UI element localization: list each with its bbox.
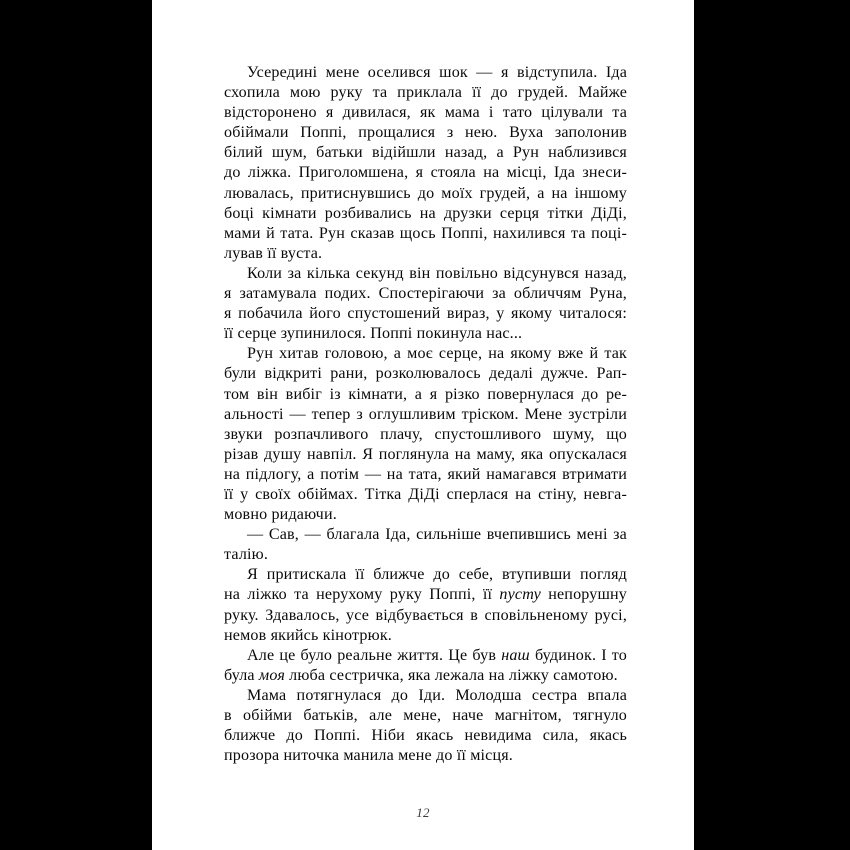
line-text-pre: була xyxy=(224,666,259,684)
text-line xyxy=(224,63,627,83)
line-text: Рун хитав головою, а моє серце, на якому вже й так xyxy=(247,345,627,363)
text-line xyxy=(224,324,627,344)
line-text-post: люба сестричка, яка лежала на ліжку самотою. xyxy=(285,666,618,684)
line-text: ближче до Поппі. Ніби якась невидима сила, якась xyxy=(224,727,627,745)
line-text: руку. Здавалось, усе відбувається в сповільненому русі, xyxy=(224,606,627,624)
text-line xyxy=(224,425,627,445)
line-text: мами й тата. Рун сказав щось Поппі, нахилився та поці- xyxy=(224,224,627,242)
paragraph xyxy=(224,646,627,686)
text-line xyxy=(224,143,627,163)
paragraph xyxy=(224,63,627,264)
text-line xyxy=(224,465,627,485)
line-text: до ліжка. Приголомшена, я стояла на місці, Іда знеси- xyxy=(224,164,627,182)
text-line xyxy=(224,284,627,304)
paragraph-dialogue xyxy=(224,525,627,565)
text-line xyxy=(224,746,627,766)
line-text: білий шум, батьки відійшли назад, а Рун наблизився xyxy=(224,144,627,162)
text-line xyxy=(224,163,627,183)
text-line xyxy=(224,304,627,324)
paragraph xyxy=(224,344,627,525)
line-text: мовно ридаючи. xyxy=(224,506,337,524)
line-text: схопила мою руку та приклала її до грудей. Майже xyxy=(224,84,627,102)
paragraph xyxy=(224,686,627,766)
text-line-with-italic xyxy=(224,585,627,605)
text-line xyxy=(224,626,627,646)
text-line xyxy=(224,706,627,726)
line-text: лував її вуста. xyxy=(224,244,323,262)
line-text: Коли за кілька секунд він повільно відсунувся назад, xyxy=(247,264,627,282)
paragraph xyxy=(224,264,627,344)
line-text: її у своїх обіймах. Тітка ДіДі сперлася на стіну, невга- xyxy=(224,485,627,503)
line-text: Усередині мене оселився шок — я відступила. Іда xyxy=(247,64,627,81)
line-text: відсторонено я дивилася, як мама і тато цілували та xyxy=(224,104,627,122)
line-text: я побачила його спустошений вираз, у якому читалося: xyxy=(224,305,627,323)
line-text: я затамувала подих. Спостерігаючи за обличчям Руна, xyxy=(224,285,627,303)
text-line xyxy=(224,264,627,284)
text-line xyxy=(224,123,627,143)
line-text: були відкриті рани, розколювалось дедалі дужче. Рап- xyxy=(224,365,627,383)
paragraph xyxy=(224,565,627,645)
italic-word: наш xyxy=(501,646,530,664)
text-line xyxy=(224,505,627,525)
text-line xyxy=(224,364,627,384)
page-number: 12 xyxy=(416,805,430,820)
text-line xyxy=(224,565,627,585)
text-line-with-italic xyxy=(224,646,627,666)
book-page xyxy=(152,0,694,850)
line-text: альності — тепер з оглушливим тріском. Мене зустріли xyxy=(224,405,627,423)
italic-word: пусту xyxy=(499,586,541,604)
line-text: на підлогу, а потім — на тата, який намагався втримати xyxy=(224,465,627,483)
line-text-post: непорушну xyxy=(540,586,628,604)
line-text: лювалась, притиснувшись до моїх грудей, а на іншому xyxy=(224,184,627,202)
line-text: в обійми батьків, але мене, наче магнітом, тягнуло xyxy=(224,707,627,724)
text-line xyxy=(224,525,627,545)
text-line xyxy=(224,445,627,465)
text-line xyxy=(224,686,627,706)
line-text: — Сав, — благала Іда, сильніше вчепившись мені за xyxy=(247,526,627,544)
text-line xyxy=(224,606,627,626)
text-line xyxy=(224,224,627,244)
italic-word: моя xyxy=(258,666,285,684)
text-line xyxy=(224,103,627,123)
text-line xyxy=(224,244,627,264)
line-text: її серце зупинилося. Поппі покинула нас... xyxy=(224,325,523,343)
line-text-pre: на ліжко та нерухому руку Поппі, її xyxy=(224,586,500,604)
line-text: звуки розпачливого плачу, спустошливого шуму, що xyxy=(224,425,627,443)
line-text: різав душу навпіл. Я поглянула на маму, яка опускалася xyxy=(224,445,627,463)
page-text-block xyxy=(224,63,627,766)
text-line xyxy=(224,726,627,746)
line-text: прозора ниточка манила мене до її місця. xyxy=(224,747,513,765)
line-text: немов якийсь кінотрюк. xyxy=(224,626,392,644)
line-text: боці кімнати розбивались на друзки серця тітки ДіДі, xyxy=(224,204,627,222)
text-line xyxy=(224,485,627,505)
line-text: талію. xyxy=(224,546,269,564)
text-line xyxy=(224,204,627,224)
line-text: обіймали Поппі, прощалися з нею. Вуха заполонив xyxy=(224,124,627,142)
text-line xyxy=(224,184,627,204)
line-text-pre: Але це було реальне життя. Це був xyxy=(247,646,502,664)
line-text: Я притискала її ближче до себе, втупивши погляд xyxy=(247,566,627,584)
text-line xyxy=(224,83,627,103)
text-line xyxy=(224,405,627,425)
text-line-with-italic xyxy=(224,666,627,686)
text-line xyxy=(224,344,627,364)
line-text: том він вибіг із кімнати, а я різко повернулася до ре- xyxy=(224,385,627,403)
line-text-post: будинок. І то xyxy=(529,646,627,664)
line-text: Мама потягнулася до Іди. Молодша сестра впала xyxy=(247,686,627,704)
text-line xyxy=(224,385,627,405)
text-line xyxy=(224,545,627,565)
